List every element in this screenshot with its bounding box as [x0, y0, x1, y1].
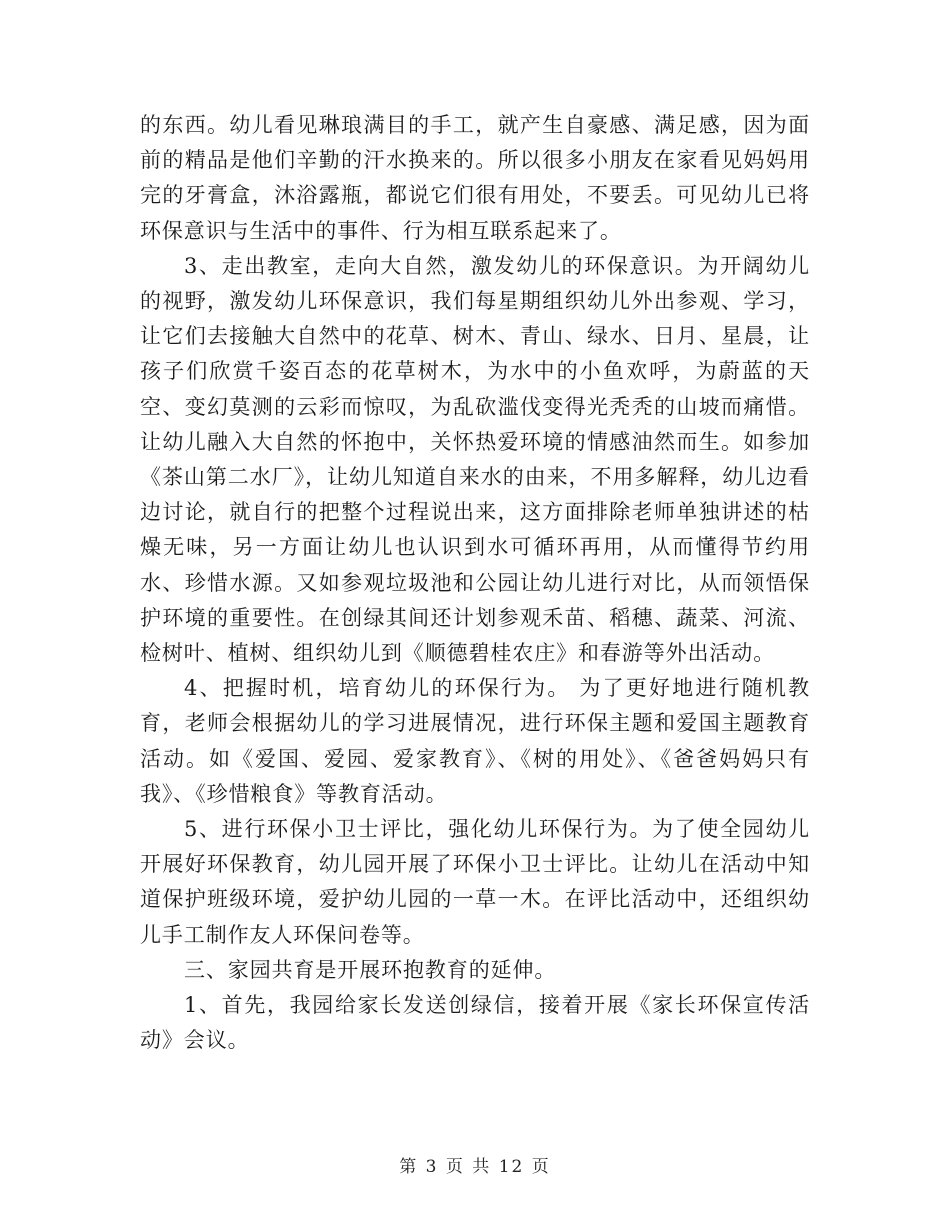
- paragraph-1: 的东西。幼儿看见琳琅满目的手工，就产生自豪感、满足感，因为面前的精品是他们辛勤的汗水换来的。所以很多小朋友在家看见妈妈用完的牙膏盒，沐浴露瓶，都说它们很有用处，不要丢。可见幼儿已将环保意识与生活中的事件、行为相互联系起来了。: [140, 113, 810, 243]
- footer-middle: 页 共: [445, 1157, 492, 1177]
- footer-current-page: 3: [425, 1157, 439, 1177]
- page-footer: [0, 1152, 950, 1177]
- paragraph-5: 1、首先，我园给家长发送创绿信，接着开展《家长环保宣传活动》会议。: [140, 993, 810, 1053]
- paragraph-4: 5、进行环保小卫士评比，强化幼儿环保行为。为了使全园幼儿开展好环保教育，幼儿园开展了环保小卫士评比。让幼儿在活动中知道保护班级环境，爱护幼儿园的一草一木。在评比活动中，还组织幼儿手工制作友人环保问卷等。: [140, 817, 810, 947]
- footer-suffix: 页: [531, 1157, 551, 1177]
- document-body: [140, 108, 810, 1058]
- section-heading: 三、家园共育是开展环抱教育的延伸。: [184, 957, 557, 982]
- footer-prefix: 第: [399, 1157, 419, 1177]
- footer-total-pages: 12: [498, 1157, 525, 1177]
- paragraph-3: 4、把握时机，培育幼儿的环保行为。 为了更好地进行随机教育，老师会根据幼儿的学习进展情况，进行环保主题和爱国主题教育活动。如《爱国、爱园、爱家教育》、《树的用处》、《爸爸妈妈只有我》、《珍惜粮食》等教育活动。: [140, 676, 810, 806]
- paragraph-2: 3、走出教室，走向大自然，激发幼儿的环保意识。为开阔幼儿的视野，激发幼儿环保意识，我们每星期组织幼儿外出参观、学习，让它们去接触大自然中的花草、树木、青山、绿水、日月、星晨，让孩子们欣赏千姿百态的花草树木，为水中的小鱼欢呼，为蔚蓝的天空、变幻莫测的云彩而惊叹，为乱砍滥伐变得光秃秃的山坡而痛惜。让幼儿融入大自然的怀抱中，关怀热爱环境的情感油然而生。如参加《茶山第二水厂》，让幼儿知道自来水的由来，不用多解释，幼儿边看边讨论，就自行的把整个过程说出来，这方面排除老师单独讲述的枯燥无味，另一方面让幼儿也认识到水可循环再用，从而懂得节约用水、珍惜水源。又如参观垃圾池和公园让幼儿进行对比，从而领悟保护环境的重要性。在创绿其间还计划参观禾苗、稻穗、蔬菜、河流、检树叶、植树、组织幼儿到《顺德碧桂农庄》和春游等外出活动。: [140, 253, 810, 666]
